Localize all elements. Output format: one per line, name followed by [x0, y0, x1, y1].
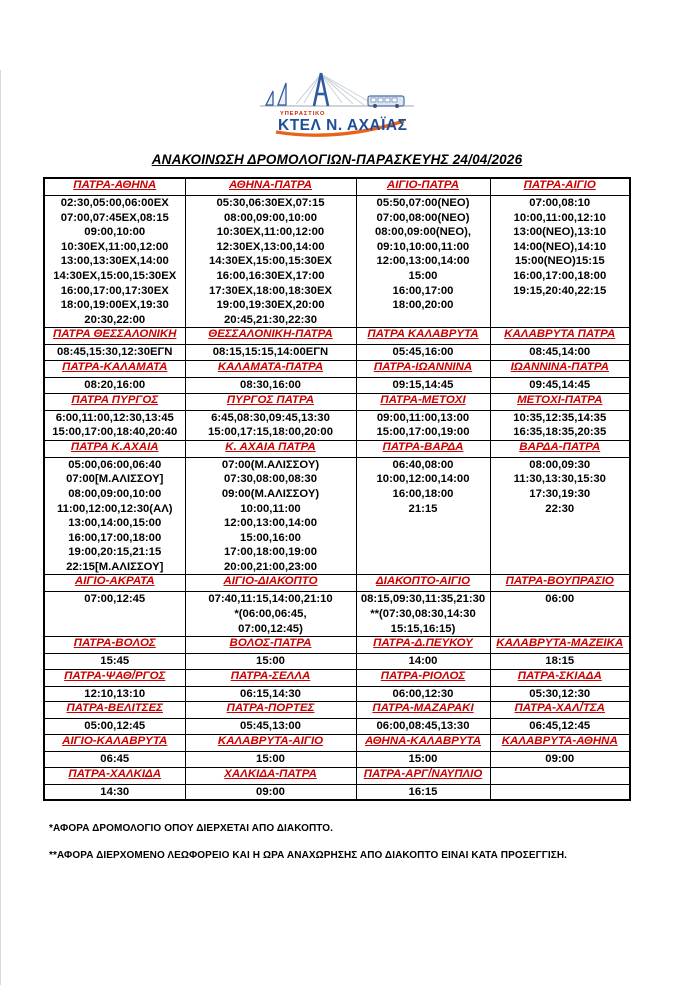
route-header: ΠΑΤΡΑ-ΒΑΡΔΑ [356, 440, 490, 457]
route-header: ΧΑΛΚΙΔΑ-ΠΑΤΡΑ [185, 767, 356, 784]
times-cell: 06:45,12:45 [490, 719, 630, 735]
times-cell: 06:00,12:30 [356, 686, 490, 702]
times-cell: 05:45,16:00 [356, 345, 490, 361]
times-cell: 07:40,11:15,14:00,21:10 *(06:00,06:45, 07:00,12:45) [185, 592, 356, 637]
times-cell: 05:00,12:45 [44, 719, 185, 735]
route-header: ΚΑΛΑΒΡΥΤΑ ΠΑΤΡΑ [490, 328, 630, 345]
times-cell: 6:00,11:00,12:30,13:45 15:00,17:00,18:40,20:40 [44, 410, 185, 440]
route-header: ΠΑΤΡΑ-ΡΙΟΛΟΣ [356, 669, 490, 686]
times-cell: 18:15 [490, 654, 630, 670]
ktel-achaia-logo [1, 70, 673, 138]
route-header: ΠΑΤΡΑ-ΚΑΛΑΜΑΤΑ [44, 360, 185, 377]
route-header: ΠΑΤΡΑ ΚΑΛΑΒΡΥΤΑ [356, 328, 490, 345]
times-cell: 06:15,14:30 [185, 686, 356, 702]
route-header: ΙΩΑΝΝΙΝΑ-ΠΑΤΡΑ [490, 360, 630, 377]
times-cell: 6:45,08:30,09:45,13:30 15:00,17:15,18:00,20:00 [185, 410, 356, 440]
route-header: ΑΘΗΝΑ-ΚΑΛΑΒΡΥΤΑ [356, 735, 490, 752]
route-header: ΠΑΤΡΑ-ΨΑΘ/ΡΓΟΣ [44, 669, 185, 686]
route-header: ΠΑΤΡΑ-ΑΡΓ/ΝΑΥΠΛΙΟ [356, 767, 490, 784]
times-cell: 05:45,13:00 [185, 719, 356, 735]
times-cell: 05:30,06:30ΕΧ,07:15 08:00,09:00,10:00 10:30ΕΧ,11:00,12:00 12:30ΕΧ,13:00,14:00 14:30ΕΧ,15:00,15:30ΕΧ 16:00,16:30ΕΧ,17:00 17:30ΕΧ,18:00,18:30ΕΧ 19:00,19:30ΕΧ,20:00 20:45,21:30,22:30 [185, 196, 356, 328]
route-header: ΠΑΤΡΑ-ΧΑΛ/ΤΣΑ [490, 702, 630, 719]
times-cell: 12:10,13:10 [44, 686, 185, 702]
route-header: ΒΑΡΔΑ-ΠΑΤΡΑ [490, 440, 630, 457]
route-header: ΠΑΤΡΑ-ΙΩΑΝΝΙΝΑ [356, 360, 490, 377]
route-header: ΠΑΤΡΑ-ΒΕΛΙΤΣΕΣ [44, 702, 185, 719]
route-header [490, 767, 630, 784]
times-cell: 08:00,09:30 11:30,13:30,15:30 17:30,19:30 22:30 [490, 457, 630, 575]
route-header: ΑΙΓΙΟ-ΚΑΛΑΒΡΥΤΑ [44, 735, 185, 752]
bridge-cables-icon [296, 74, 375, 105]
times-cell: 08:15,09:30,11:35,21:30 **(07:30,08:30,14:30 15:15,16:15) [356, 592, 490, 637]
route-header: ΔΙΑΚΟΠΤΟ-ΑΙΓΙΟ [356, 575, 490, 592]
page-title: ΑΝΑΚΟΙΝΩΣΗ ΔΡΟΜΟΛΟΓΙΩΝ-ΠΑΡΑΣΚΕΥΗΣ 24/04/2026 [151, 152, 523, 167]
times-cell: 14:30 [44, 784, 185, 800]
route-header: ΑΙΓΙΟ-ΑΚΡΑΤΑ [44, 575, 185, 592]
route-header: ΠΑΤΡΑ-ΒΟΛΟΣ [44, 637, 185, 654]
schedule-table [43, 177, 631, 801]
logo-org-small-text: ΥΠΕΡΑΣΤΙΚΟ [280, 111, 326, 117]
route-header: ΘΕΣΣΑΛΟΝΙΚΗ-ΠΑΤΡΑ [185, 328, 356, 345]
times-cell: 09:00 [490, 752, 630, 768]
times-cell: 08:20,16:00 [44, 377, 185, 393]
times-cell: 08:30,16:00 [185, 377, 356, 393]
route-header: ΚΑΛΑΒΡΥΤΑ-ΜΑΖΕΙΚΑ [490, 637, 630, 654]
footnote-diakopto: *ΑΦΟΡΑ ΔΡΟΜΟΛΟΓΙΟ ΟΠΟΥ ΔΙΕΡΧΕΤΑΙ ΑΠΟ ΔΙΑΚΟΠΤΟ. [49, 823, 334, 835]
route-header: ΠΑΤΡΑ-ΑΘΗΝΑ [44, 178, 185, 196]
times-cell: 07:00,12:45 [44, 592, 185, 637]
route-header: ΚΑΛΑΜΑΤΑ-ΠΑΤΡΑ [185, 360, 356, 377]
route-header: ΒΟΛΟΣ-ΠΑΤΡΑ [185, 637, 356, 654]
route-header: ΜΕΤΟΧΙ-ΠΑΤΡΑ [490, 393, 630, 410]
route-header: ΠΑΤΡΑ-ΜΑΖΑΡΑΚΙ [356, 702, 490, 719]
times-cell: 16:15 [356, 784, 490, 800]
times-cell: 06:45 [44, 752, 185, 768]
bridge-bus-logo-graphic [242, 70, 432, 138]
times-cell: 06:00 [490, 592, 630, 637]
route-header: ΠΥΡΓΟΣ ΠΑΤΡΑ [185, 393, 356, 410]
route-header: ΚΑΛΑΒΡΥΤΑ-ΑΙΓΙΟ [185, 735, 356, 752]
route-header: ΑΙΓΙΟ-ΔΙΑΚΟΠΤΟ [185, 575, 356, 592]
timetable-announcement-page [0, 70, 673, 985]
times-cell: 09:00 [185, 784, 356, 800]
times-cell: 09:45,14:45 [490, 377, 630, 393]
sailboat-icons [266, 83, 286, 105]
route-header: ΑΙΓΙΟ-ΠΑΤΡΑ [356, 178, 490, 196]
times-cell: 14:00 [356, 654, 490, 670]
route-header: ΚΑΛΑΒΡΥΤΑ-ΑΘΗΝΑ [490, 735, 630, 752]
times-cell: 15:45 [44, 654, 185, 670]
logo-org-main-text: ΚΤΕΛ Ν. ΑΧΑΪΑΣ [278, 117, 408, 134]
footnotes-section [49, 823, 673, 861]
route-header: ΑΘΗΝΑ-ΠΑΤΡΑ [185, 178, 356, 196]
route-header: ΠΑΤΡΑ ΘΕΣΣΑΛΟΝΙΚΗ [44, 328, 185, 345]
footnote-passing-bus: **ΑΦΟΡΑ ΔΙΕΡΧΟΜΕΝΟ ΛΕΩΦΟΡΕΙΟ ΚΑΙ Η ΩΡΑ ΑΝΑΧΩΡΗΣΗΣ ΑΠΟ ΔΙΑΚΟΠΤΟ ΕΙΝΑΙ ΚΑΤΑ ΠΡΟΣΕΓΓΙΣΗ. [49, 850, 568, 862]
times-cell: 15:00 [356, 752, 490, 768]
times-cell: 08:45,14:00 [490, 345, 630, 361]
times-cell: 10:35,12:35,14:35 16:35,18:35,20:35 [490, 410, 630, 440]
route-header: ΠΑΤΡΑ-ΧΑΛΚΙΔΑ [44, 767, 185, 784]
times-cell: 05:30,12:30 [490, 686, 630, 702]
route-header: ΠΑΤΡΑ Κ.ΑΧΑΙΑ [44, 440, 185, 457]
bus-icon [368, 96, 404, 108]
route-header: ΠΑΤΡΑ-ΜΕΤΟΧΙ [356, 393, 490, 410]
times-cell: 02:30,05:00,06:00ΕΧ 07:00,07:45ΕΧ,08:15 09:00,10:00 10:30ΕΧ,11:00,12:00 13:00,13:30ΕΧ,14:00 14:30ΕΧ,15:00,15:30ΕΧ 16:00,17:00,17:30ΕΧ 18:00,19:00ΕΧ,19:30 20:30,22:00 [44, 196, 185, 328]
times-cell: 15:00 [185, 752, 356, 768]
times-cell: 08:15,15:15,14:00ΕΓΝ [185, 345, 356, 361]
route-header: ΠΑΤΡΑ-ΣΚΙΑΔΑ [490, 669, 630, 686]
times-cell: 07:00(Μ.ΑΛΙΣΣΟΥ) 07:30,08:00,08:30 09:00(Μ.ΑΛΙΣΣΟΥ) 10:00,11:00 12:00,13:00,14:00 15:00,16:00 17:00,18:00,19:00 20:00,21:00,23:00 [185, 457, 356, 575]
route-header: ΠΑΤΡΑ-ΑΙΓΙΟ [490, 178, 630, 196]
route-header: ΠΑΤΡΑ-ΠΟΡΤΕΣ [185, 702, 356, 719]
times-cell: 07:00,08:10 10:00,11:00,12:10 13:00(ΝΕΟ),13:10 14:00(ΝΕΟ),14:10 15:00(ΝΕΟ)15:15 16:00,17:00,18:00 19:15,20:40,22:15 [490, 196, 630, 328]
times-cell: 09:00,11:00,13:00 15:00,17:00,19:00 [356, 410, 490, 440]
times-cell: 06:00,08:45,13:30 [356, 719, 490, 735]
route-header: Κ. ΑΧΑΙΑ ΠΑΤΡΑ [185, 440, 356, 457]
times-cell: 08:45,15:30,12:30ΕΓΝ [44, 345, 185, 361]
times-cell [490, 784, 630, 800]
times-cell: 15:00 [185, 654, 356, 670]
route-header: ΠΑΤΡΑ ΠΥΡΓΟΣ [44, 393, 185, 410]
times-cell: 05:00,06:00,06:40 07:00[Μ.ΑΛΙΣΣΟΥ] 08:00,09:00,10:00 11:00,12:00,12:30(ΑΛ) 13:00,14:00,15:00 16:00,17:00,18:00 19:00,20:15,21:15 22:15[Μ.ΑΛΙΣΣΟΥ] [44, 457, 185, 575]
route-header: ΠΑΤΡΑ-Δ.ΠΕΥΚΟΥ [356, 637, 490, 654]
times-cell: 06:40,08:00 10:00,12:00,14:00 16:00,18:00 21:15 [356, 457, 490, 575]
times-cell: 05:50,07:00(ΝΕΟ) 07:00,08:00(ΝΕΟ) 08:00,09:00(ΝΕΟ), 09:10,10:00,11:00 12:00,13:00,14:00 15:00 16:00,17:00 18:00,20:00 [356, 196, 490, 328]
route-header: ΠΑΤΡΑ-ΒΟΥΠΡΑΣΙΟ [490, 575, 630, 592]
times-cell: 09:15,14:45 [356, 377, 490, 393]
route-header: ΠΑΤΡΑ-ΣΕΛΛΑ [185, 669, 356, 686]
